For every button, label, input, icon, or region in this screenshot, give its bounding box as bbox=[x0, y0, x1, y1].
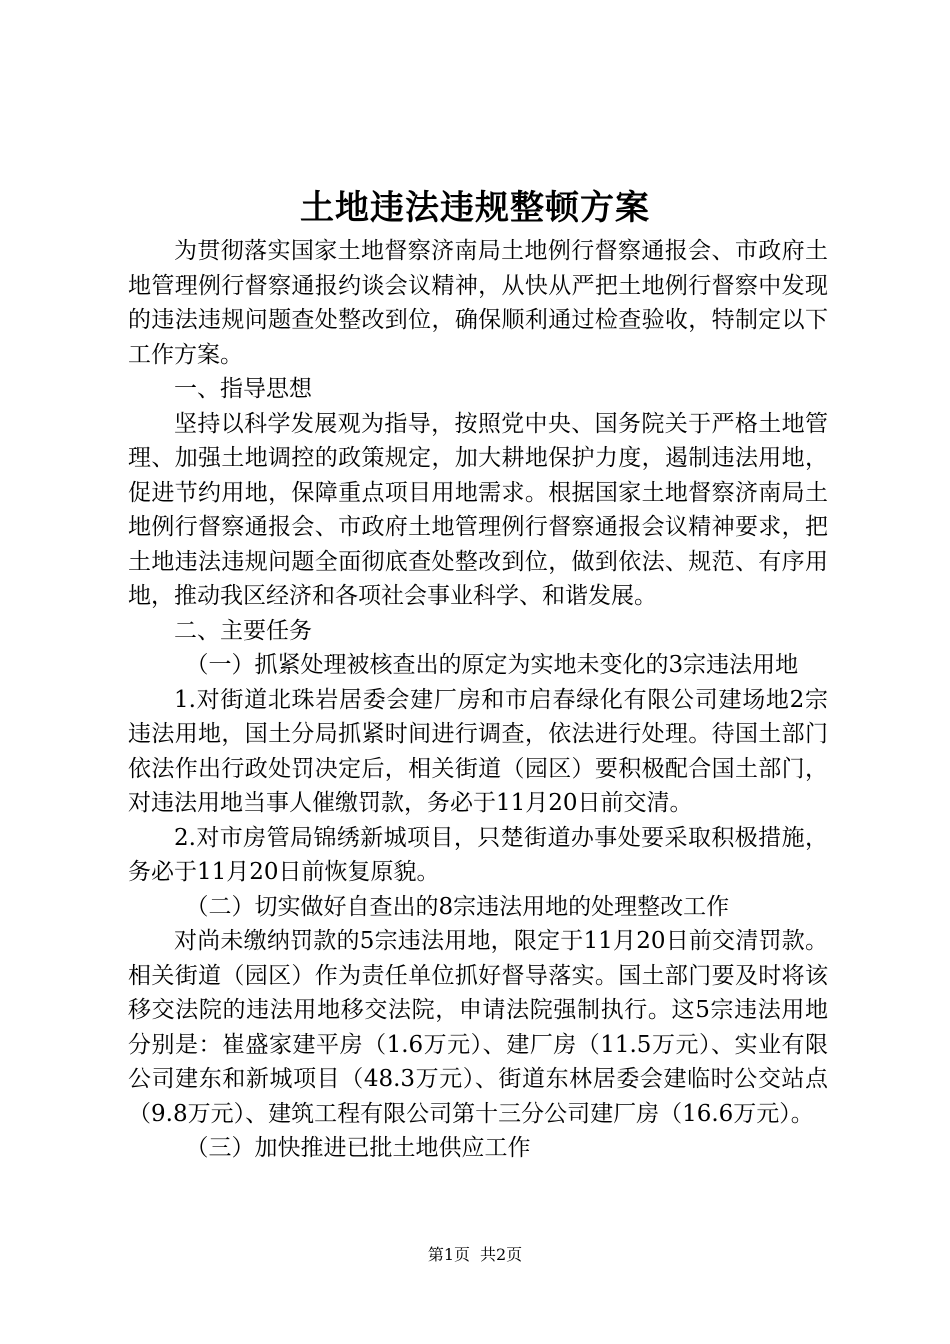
subsection-heading-1: （一）抓紧处理被核查出的原定为实地未变化的3宗违法用地 bbox=[185, 652, 799, 678]
page-total: 共2页 bbox=[480, 1245, 523, 1264]
guiding-ideology-paragraph: 坚持以科学发展观为指导，按照党中央、国务院关于严格土地管理、加强土地调控的政策规定，加大耕地保护力度，遏制违法用地，促进节约用地，保障重点项目用地需求。根据国家土地督察济南局土地例行督察通报会、市政府土地管理例行督察通报会议精神要求，把土地违法违规问题全面彻底查处整改到位，做到依法、规范、有序用地，推动我区经济和各项社会事业科学、和谐发展。 bbox=[128, 410, 828, 609]
subsection-heading-3: （三）加快推进已批土地供应工作 bbox=[185, 1135, 531, 1161]
task-item-1: 1.对街道北珠岩居委会建厂房和市启春绿化有限公司建场地2宗违法用地，国土分局抓紧时间进行调查，依法进行处理。待国土部门依法作出行政处罚决定后，相关街道（园区）要积极配合国土部门，对违法用地当事人催缴罚款，务必于11月20日前交清。 bbox=[128, 686, 828, 816]
subsection-heading-2: （二）切实做好自查出的8宗违法用地的处理整改工作 bbox=[185, 893, 730, 920]
page-number: 第1页 bbox=[427, 1245, 470, 1264]
document-body bbox=[128, 234, 828, 1166]
intro-paragraph: 为贯彻落实国家土地督察济南局土地例行督察通报会、市政府土地管理例行督察通报约谈会议精神，从快从严把土地例行督察中发现的违法违规问题查处整改到位，确保顺利通过检查验收，特制定以下工作方案。 bbox=[128, 238, 828, 368]
task-item-2: 2.对市房管局锦绣新城项目，只楚街道办事处要采取积极措施，务必于11月20日前恢复原貌。 bbox=[128, 824, 828, 885]
document-title: 土地违法违规整顿方案 bbox=[300, 188, 650, 228]
page-footer bbox=[0, 1244, 950, 1266]
section-heading-guiding-ideology: 一、指导思想 bbox=[174, 376, 312, 402]
fines-paragraph: 对尚未缴纳罚款的5宗违法用地，限定于11月20日前交清罚款。相关街道（园区）作为责任单位抓好督导落实。国土部门要及时将该移交法院的违法用地移交法院，申请法院强制执行。这5宗违法用地分别是：崔盛家建平房（1.6万元）、建厂房（11.5万元）、实业有限公司建东和新城项目（48.3万元）、街道东林居委会建临时公交站点（9.8万元）、建筑工程有限公司第十三分公司建厂房（16.6万元）。 bbox=[128, 928, 828, 1127]
section-heading-main-tasks: 二、主要任务 bbox=[174, 617, 312, 644]
